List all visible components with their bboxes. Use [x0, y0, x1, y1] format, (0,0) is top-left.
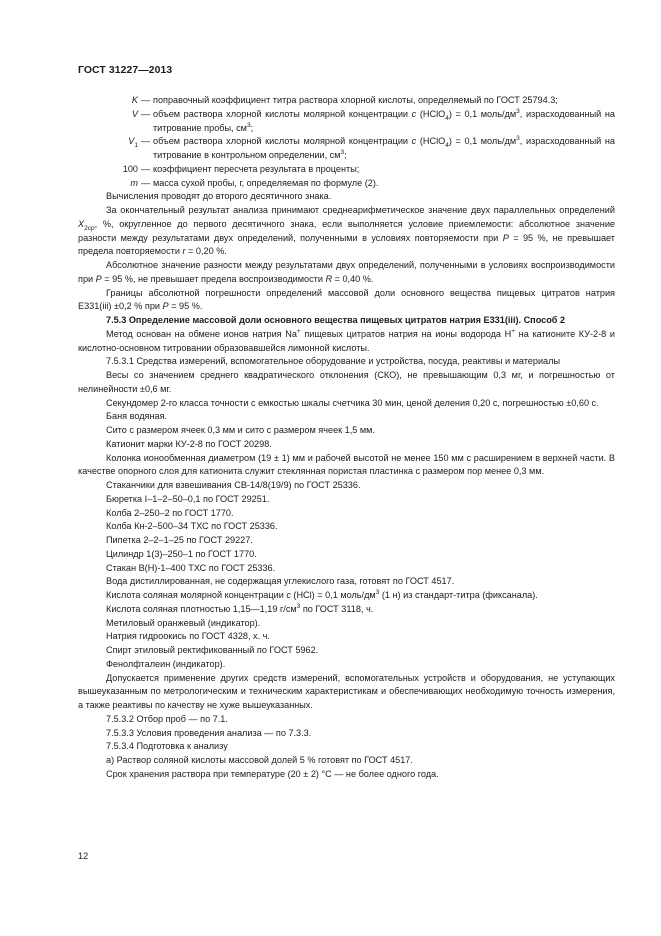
paragraph: Стакан В(Н)-1–400 ТХС по ГОСТ 25336. [106, 562, 276, 573]
definition-symbol: m [130, 177, 138, 188]
paragraph: Катионит марки КУ-2-8 по ГОСТ 20298. [106, 438, 272, 449]
paragraph: Сито с размером ячеек 0,3 мм и сито с размером ячеек 1,5 мм. [106, 425, 375, 435]
paragraph: Фенолфталеин (индикатор). [106, 658, 226, 669]
paragraph: Весы со значением среднего квадратического отклонения (СКО), не превышающим 0,3 мг, и погрешностью от нелинейности ±0,6 мг. [78, 370, 615, 394]
paragraph: Границы абсолютной погрешности определений массовой доли основного вещества пищевых цитратов натрия Е331(iii) ±0,2 % при P = 95 %. [78, 287, 615, 312]
paragraph: Секундомер 2-го класса точности с емкостью шкалы счетчика 30 мин, ценой деления 0,20 с, погрешностью ±0,60 с. [106, 397, 599, 408]
paragraph: 7.5.3.4 Подготовка к анализу [106, 741, 228, 752]
paragraph: Метиловый оранжевый (индикатор). [106, 617, 261, 628]
definition-text: коэффициент пересчета результата в проценты; [153, 163, 360, 174]
section-heading: 7.5.3 Определение массовой доли основного вещества пищевых цитратов натрия Е331(iii). Способ 2 [106, 315, 566, 325]
paragraph: Колба Кн-2–500–34 ТХС по ГОСТ 25336. [106, 521, 278, 532]
paragraph: Вода дистиллированная, не содержащая углекислого газа, готовят по ГОСТ 4517. [106, 576, 455, 587]
paragraph: Цилиндр 1(3)–250–1 по ГОСТ 1770. [106, 548, 257, 559]
definition-dash: — [141, 108, 151, 119]
paragraph: Кислота соляная молярной концентрации c (HCl) = 0,1 моль/$дм^3$ (1 н) из стандарт-титра (фиксанала). [106, 588, 538, 600]
paragraph: Абсолютное значение разности между результатами двух определений, полученными в условиях воспроизводимости при P = 95 %, не превышает предела воспроизводимости R = 0,40 %. [78, 260, 615, 284]
paragraph: Колонка ионообменная диаметром (19 ± 1) мм и рабочей высотой не менее 150 мм с расширением в верхней части. В качестве опорного слоя для катионита служит стеклянная пористая пластинка с размером пор менее 0,3 мм. [78, 452, 615, 477]
definition-dash: — [141, 95, 151, 105]
definition-symbol: V [131, 108, 138, 119]
definition-item [78, 108, 615, 136]
definition-symbol: $V_1$ [128, 136, 138, 150]
definition-text: масса сухой пробы, г, определяемая по формуле (2). [153, 177, 379, 188]
paragraph: 7.5.3.1 Средства измерений, вспомогательное оборудование и устройства, посуда, реактивы и материалы [106, 356, 561, 367]
definition-text: поправочный коэффициент титра раствора хлорной кислоты, определяемый по ГОСТ 25794.3; [153, 95, 558, 105]
document-header: ГОСТ 31227—2013 [78, 65, 173, 76]
page-number: 12 [78, 851, 89, 861]
definition-item [78, 163, 615, 177]
document-body [78, 94, 615, 782]
definition-symbol: K [131, 95, 138, 105]
definitions-list [78, 94, 615, 190]
paragraphs [78, 190, 615, 781]
definition-item [78, 177, 615, 191]
paragraph: Стаканчики для взвешивания СВ-14/8(19/9) по ГОСТ 25336. [106, 480, 361, 490]
definition-text: объем раствора хлорной кислоты молярной концентрации c (HClO$_4$) = 0,1 моль/$дм^3$, израсходованный на титрование пробы, $см^3$; [153, 107, 615, 133]
paragraph: Бюретка I–1–2–50–0,1 по ГОСТ 29251. [106, 493, 270, 504]
paragraph: 7.5.3.3 Условия проведения анализа — по 7.3.3. [106, 727, 312, 738]
paragraph: Колба 2–250–2 по ГОСТ 1770. [106, 507, 234, 518]
definition-dash: — [141, 136, 151, 147]
paragraph: Кислота соляная плотностью 1,15—1,19 $г/см^3$ по ГОСТ 3118, ч. [106, 602, 374, 614]
paragraph: Баня водяная. [106, 411, 168, 422]
paragraph: а) Раствор соляной кислоты массовой долей 5 % готовят по ГОСТ 4517. [106, 755, 413, 765]
paragraph: 7.5.3.2 Отбор проб — по 7.1. [106, 713, 228, 724]
paragraph: Натрия гидроокись по ГОСТ 4328, х. ч. [106, 631, 270, 642]
paragraph: Срок хранения раствора при температуре (20 ± 2) °C — не более одного года. [106, 768, 439, 779]
definition-symbol: 100 [122, 163, 138, 174]
definition-item [78, 94, 615, 108]
definition-dash: — [141, 163, 151, 174]
definition-text: объем раствора хлорной кислоты молярной концентрации c (HClO$_4$) = 0,1 моль/$дм^3$, израсходованный на титрование в контрольном определении, $см^3$; [153, 135, 615, 160]
paragraph: Метод основан на обмене ионов натрия Na+ пищевых цитратов натрия на ионы водорода H+ на катионите КУ-2-8 и кислотно-основном титровании образовавшейся лимонной кислоты. [78, 327, 615, 353]
paragraph: Спирт этиловый ректификованный по ГОСТ 5962. [106, 645, 319, 655]
definition-dash: — [141, 177, 151, 188]
paragraph: За окончательный результат анализа принимают среднеарифметическое значение двух параллельных определений $X_{2ср}$, %, округленное до первого десятичного знака, если выполняется условие приемлемости: абсолютное значение разности между результатами двух определений, полученными в условиях повторяемости при P = 95 %, не превышает предела повторяемости r = 0,20 %. [78, 205, 615, 257]
paragraph: Пипетка 2–2–1–25 по ГОСТ 29227. [106, 535, 253, 545]
paragraph: Вычисления проводят до второго десятичного знака. [106, 191, 332, 202]
definition-item [78, 135, 615, 163]
paragraph: Допускается применение других средств измерений, вспомогательных устройств и оборудования, не уступающих вышеуказанным по метрологическим и техническим характеристикам и обеспечивающих необходимую точность измерения, а также реактивы по качеству не хуже вышеуказанных. [78, 672, 615, 710]
